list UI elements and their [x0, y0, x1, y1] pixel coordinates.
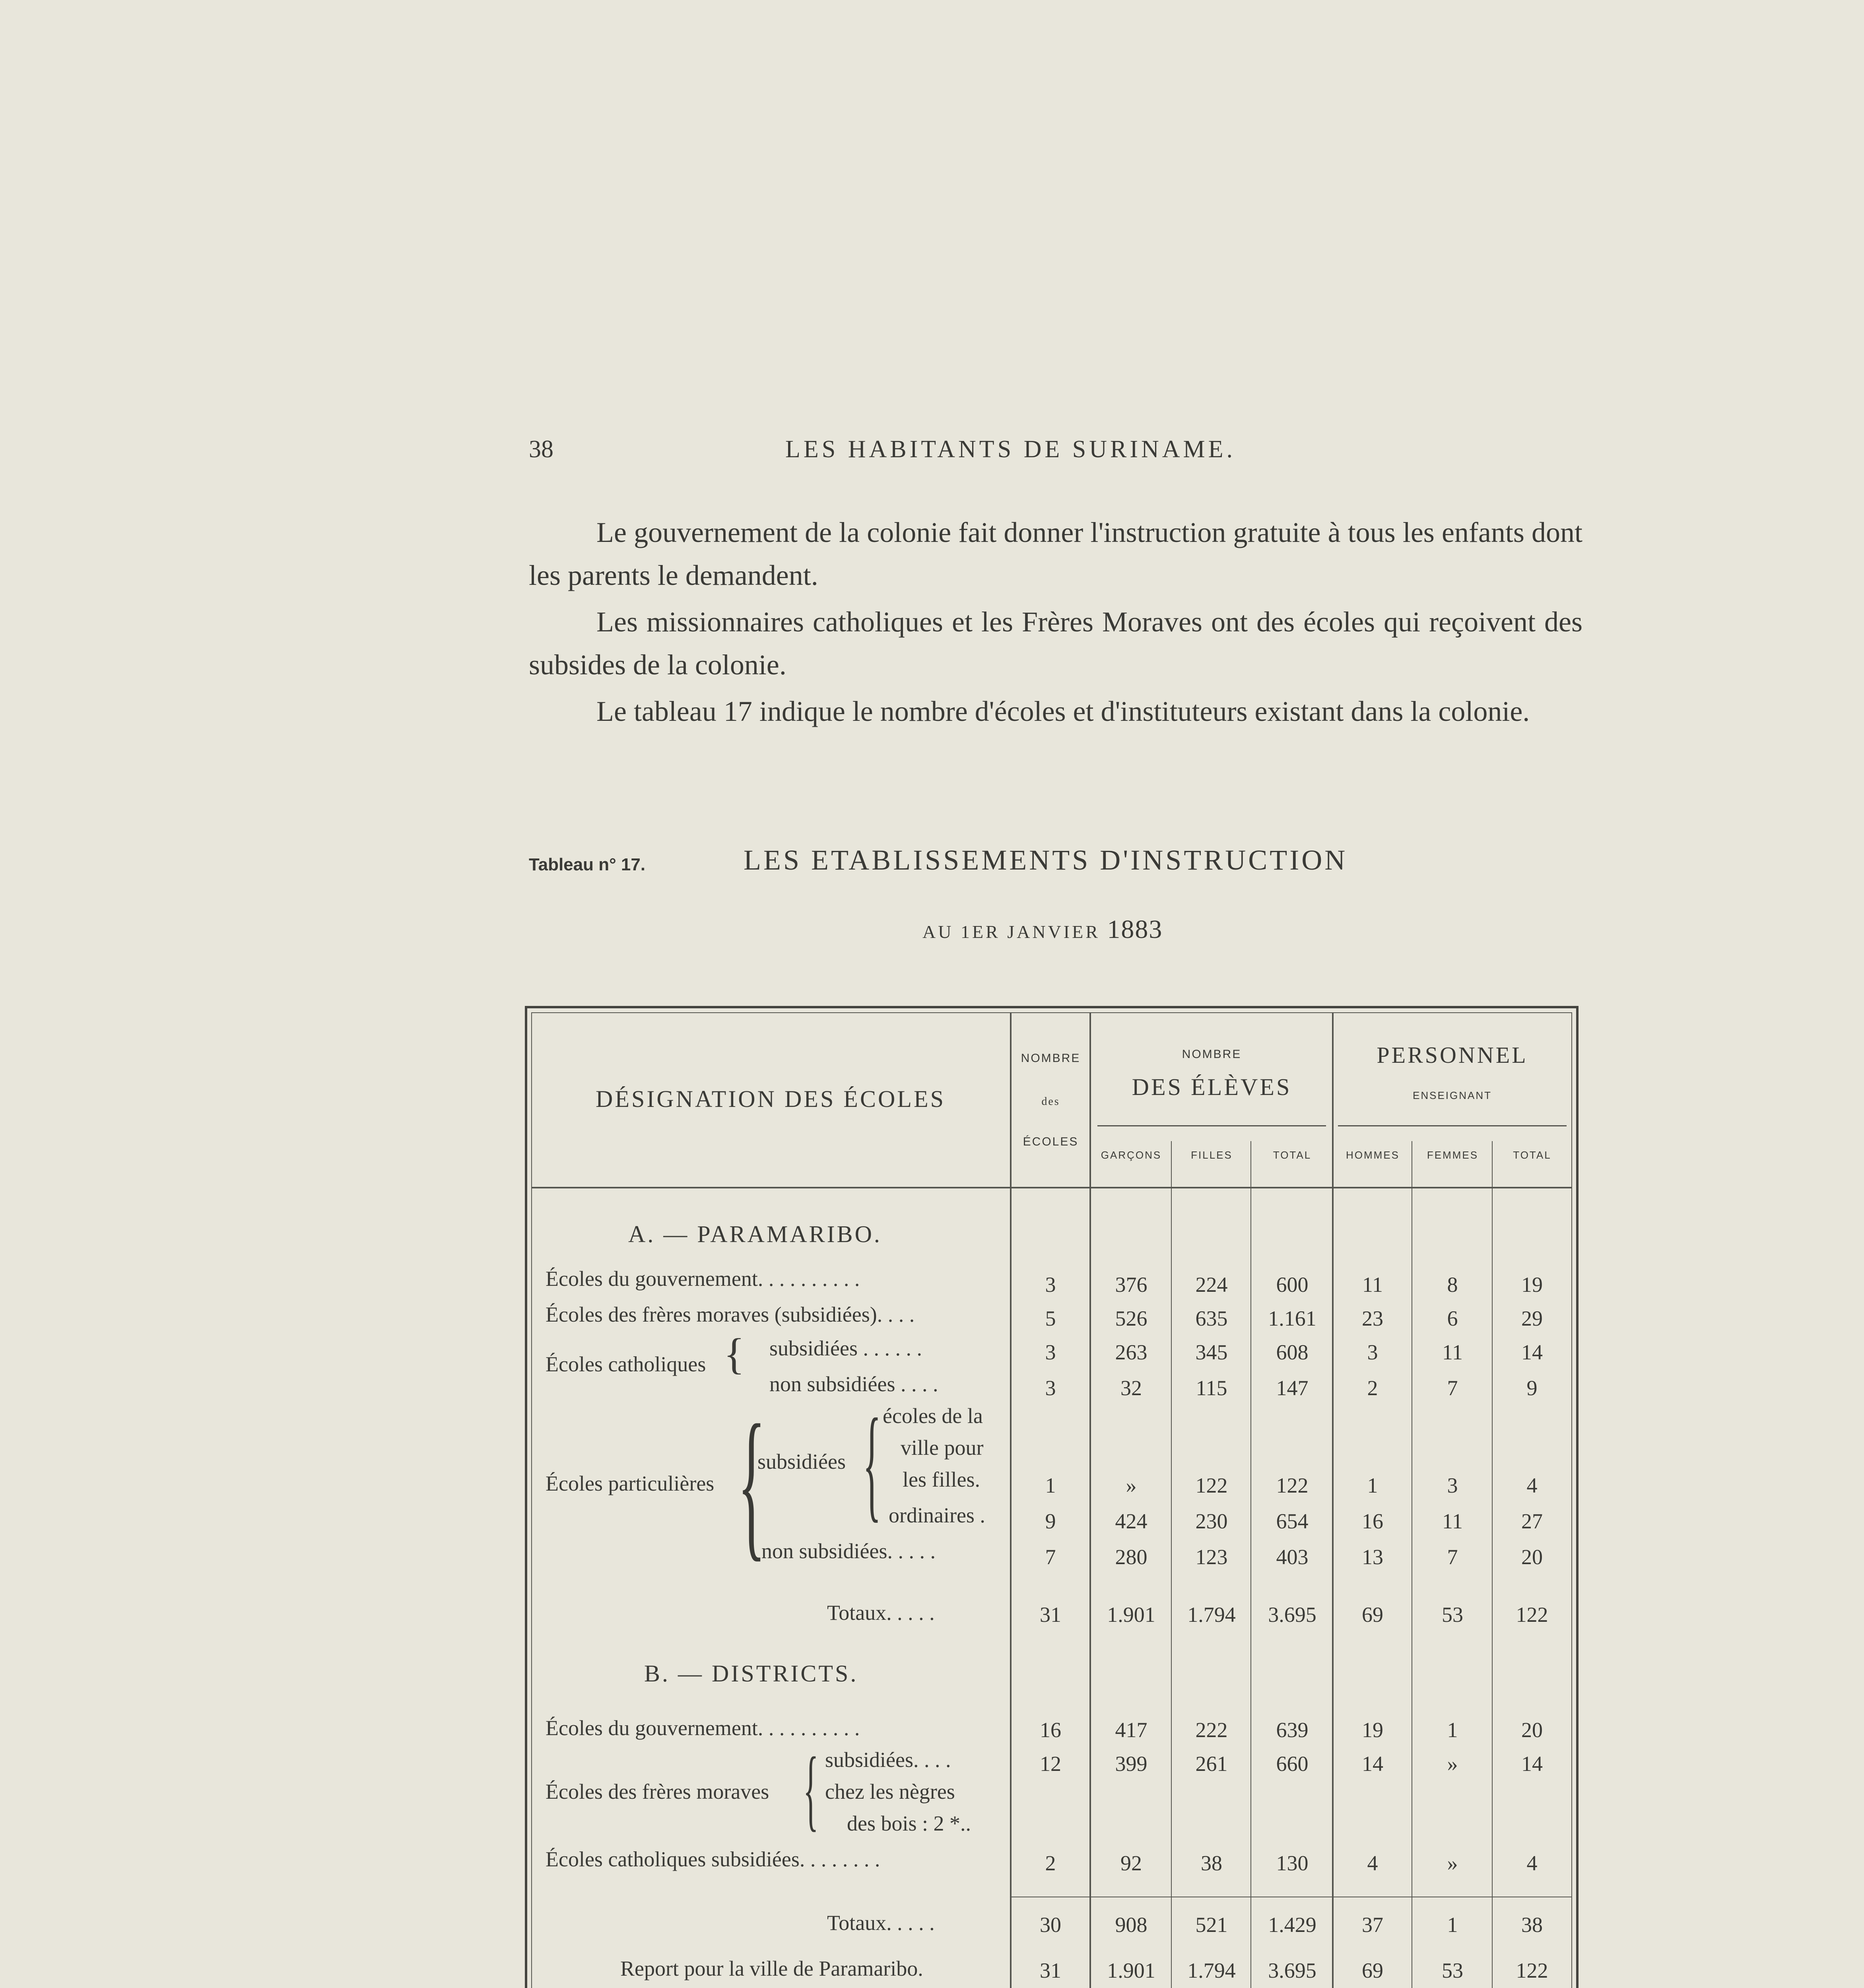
- paragraph-3: Le tableau 17 indique le nombre d'écoles et d'instituteurs existant dans la colonie.: [596, 695, 1530, 727]
- row-a-ordinaires-label: ordinaires .: [889, 1503, 985, 1527]
- table-cell: 31: [1040, 1959, 1061, 1982]
- chez-label: chez les nègres: [825, 1780, 955, 1804]
- table-cell: 1: [1447, 1913, 1458, 1937]
- table-cell: 23: [1362, 1307, 1383, 1330]
- table-cell: 122: [1516, 1959, 1548, 1982]
- table-cell: 14: [1362, 1752, 1383, 1776]
- table-cell: 4: [1526, 1474, 1538, 1497]
- des-eleves-header: DES ÉLÈVES: [1132, 1074, 1292, 1100]
- ecoles-header: ÉCOLES: [1023, 1135, 1079, 1148]
- table-cell: 19: [1521, 1273, 1543, 1297]
- table-cell: 147: [1276, 1376, 1309, 1400]
- col-rule-femmes: [1492, 1141, 1493, 1988]
- table-cell: 20: [1521, 1545, 1543, 1569]
- table-cell: 224: [1195, 1273, 1228, 1297]
- table-cell: 1.901: [1107, 1603, 1155, 1627]
- catholiques-label: Écoles catholiques: [546, 1352, 706, 1376]
- table-cell: 8: [1447, 1273, 1458, 1297]
- table-cell: 7: [1447, 1376, 1458, 1400]
- subsidiees-brace: {: [863, 1393, 882, 1534]
- nombre-eleves-header: NOMBRE: [1182, 1048, 1242, 1061]
- table-cell: 53: [1442, 1603, 1463, 1627]
- enseignant-header: ENSEIGNANT: [1412, 1089, 1492, 1101]
- table-cell: 3.695: [1268, 1959, 1316, 1982]
- table-cell: 38: [1201, 1851, 1222, 1875]
- table-cell: 53: [1442, 1959, 1463, 1982]
- running-title: LES HABITANTS DE SURINAME.: [785, 436, 1236, 463]
- ecoles-de-la-label: écoles de la: [883, 1404, 983, 1428]
- table-cell: 122: [1276, 1474, 1309, 1497]
- table-title: LES ETABLISSEMENTS D'INSTRUCTION: [744, 844, 1348, 876]
- table-cell: 1.161: [1268, 1307, 1316, 1330]
- table-cell: »: [1126, 1474, 1137, 1497]
- personnel-header: PERSONNEL: [1377, 1042, 1528, 1068]
- table-cell: 521: [1195, 1913, 1228, 1937]
- table-cell: 403: [1276, 1545, 1309, 1569]
- table-cell: 526: [1115, 1307, 1148, 1330]
- table-cell: 1.429: [1268, 1913, 1316, 1937]
- table-cell: 1.901: [1107, 1959, 1155, 1982]
- table-cell: 19: [1362, 1718, 1383, 1742]
- table-cell: 115: [1196, 1376, 1227, 1400]
- table-cell: 11: [1442, 1509, 1463, 1533]
- table-cell: 69: [1362, 1959, 1383, 1982]
- table-cell: 7: [1447, 1545, 1458, 1569]
- table-cell: 29: [1521, 1307, 1543, 1330]
- table-cell: 4: [1526, 1851, 1538, 1875]
- row-a-moraves-label: Écoles des frères moraves (subsidiées). . . .: [546, 1303, 915, 1326]
- table-cell: 14: [1521, 1340, 1543, 1364]
- table-cell: 280: [1115, 1545, 1148, 1569]
- table-cell: 417: [1115, 1718, 1148, 1742]
- table-cell: 2: [1045, 1851, 1056, 1875]
- eleves-brace-rule: [1097, 1125, 1326, 1126]
- row-a-cath-subsidiees-label: subsidiées . . . . . .: [769, 1336, 922, 1360]
- row-a-gouvernement-label: Écoles du gouvernement. . . . . . . . . .: [546, 1267, 860, 1291]
- table-cell: 660: [1276, 1752, 1309, 1776]
- totaux-a-label: Totaux. . . . .: [827, 1601, 935, 1625]
- table-cell: 16: [1362, 1509, 1383, 1533]
- table-cell: 3: [1045, 1340, 1056, 1364]
- table-cell: 20: [1521, 1718, 1543, 1742]
- des-bois-label: des bois : 2 *..: [847, 1811, 971, 1835]
- moraves-b-label: Écoles des frères moraves: [546, 1780, 769, 1804]
- report-label: Report pour la ville de Paramaribo.: [620, 1957, 923, 1980]
- row-a-part-non-label: non subsidiées. . . . .: [761, 1539, 936, 1563]
- table-cell: 263: [1115, 1340, 1148, 1364]
- col-rule-garcons: [1171, 1141, 1172, 1988]
- table-cell: 222: [1195, 1718, 1228, 1742]
- table-cell: 1: [1447, 1718, 1458, 1742]
- table-cell: 27: [1521, 1509, 1543, 1533]
- table-cell: 230: [1195, 1509, 1228, 1533]
- section-a-heading: A. — PARAMARIBO.: [628, 1221, 882, 1247]
- row-a-cath-non-label: non subsidiées . . . .: [769, 1372, 938, 1396]
- table-cell: 4: [1367, 1851, 1378, 1875]
- particulieres-brace: {: [738, 1390, 766, 1575]
- page-number: 38: [529, 436, 553, 463]
- row-b-gouvernement-label: Écoles du gouvernement. . . . . . . . . .: [546, 1716, 860, 1740]
- table-cell: 635: [1195, 1307, 1228, 1330]
- total-eleves-header: TOTAL: [1273, 1149, 1312, 1161]
- table-cell: 38: [1521, 1913, 1543, 1937]
- table-cell: 6: [1447, 1307, 1458, 1330]
- col-rule-ecoles: [1089, 1012, 1091, 1988]
- table-cell: 9: [1045, 1509, 1056, 1533]
- header-bottom-rule: [531, 1187, 1572, 1188]
- table-cell: 3: [1045, 1273, 1056, 1297]
- particulieres-label: Écoles particulières: [546, 1472, 715, 1495]
- moraves-b-brace: {: [803, 1738, 819, 1840]
- table-cell: 14: [1521, 1752, 1543, 1776]
- filles-header: FILLES: [1191, 1149, 1233, 1161]
- col-rule-eleves: [1332, 1012, 1334, 1988]
- table-cell: 37: [1362, 1913, 1383, 1937]
- table-cell: 123: [1195, 1545, 1228, 1569]
- personnel-brace-rule: [1338, 1125, 1567, 1126]
- total-personnel-header: TOTAL: [1513, 1149, 1551, 1161]
- table-cell: 3: [1447, 1474, 1458, 1497]
- ville-pour-label: ville pour: [901, 1436, 984, 1460]
- table-cell: 31: [1040, 1603, 1061, 1627]
- table-cell: 2: [1367, 1376, 1378, 1400]
- des-header: des: [1041, 1095, 1060, 1108]
- table-cell: 3.695: [1268, 1603, 1316, 1627]
- table-cell: 5: [1045, 1307, 1056, 1330]
- table-cell: 1: [1045, 1474, 1056, 1497]
- table-cell: 639: [1276, 1718, 1309, 1742]
- table-cell: 261: [1195, 1752, 1228, 1776]
- garcons-header: GARÇONS: [1101, 1149, 1162, 1161]
- table-cell: 122: [1195, 1474, 1228, 1497]
- table-cell: 600: [1276, 1273, 1309, 1297]
- table-cell: 30: [1040, 1913, 1061, 1937]
- col-rule-designation: [1010, 1012, 1012, 1988]
- table-cell: 130: [1276, 1851, 1309, 1875]
- row-b-moraves-label: subsidiées. . . .: [825, 1748, 951, 1772]
- table-cell: 1.794: [1187, 1603, 1236, 1627]
- table-cell: 9: [1526, 1376, 1538, 1400]
- table-cell: 608: [1276, 1340, 1309, 1364]
- hommes-header: HOMMES: [1346, 1149, 1400, 1161]
- table-cell: 908: [1115, 1913, 1148, 1937]
- table-cell: 16: [1040, 1718, 1061, 1742]
- table-cell: 11: [1362, 1273, 1383, 1297]
- table-cell: 69: [1362, 1603, 1383, 1627]
- table-cell: 3: [1045, 1376, 1056, 1400]
- table-cell: 424: [1115, 1509, 1148, 1533]
- table-cell: 11: [1442, 1340, 1463, 1364]
- table-cell: 12: [1040, 1752, 1061, 1776]
- table-cell: 345: [1195, 1340, 1228, 1364]
- table-cell: »: [1447, 1752, 1458, 1776]
- table-cell: 654: [1276, 1509, 1309, 1533]
- table-cell: 376: [1115, 1273, 1148, 1297]
- col-rule-filles: [1250, 1141, 1251, 1988]
- table-cell: 32: [1120, 1376, 1142, 1400]
- table-cell: 13: [1362, 1545, 1383, 1569]
- designation-header: DÉSIGNATION DES ÉCOLES: [596, 1086, 946, 1112]
- totaux-b-label: Totaux. . . . .: [827, 1911, 935, 1935]
- table-label: Tableau n° 17.: [529, 855, 646, 874]
- table-cell: 3: [1367, 1340, 1378, 1364]
- table-cell: 7: [1045, 1545, 1056, 1569]
- subsidiees-sub-label: subsidiées: [757, 1450, 846, 1474]
- table-cell: 1: [1367, 1474, 1378, 1497]
- catholiques-brace: {: [724, 1330, 745, 1378]
- femmes-header: FEMMES: [1427, 1149, 1479, 1161]
- table-cell: 399: [1115, 1752, 1148, 1776]
- section-b-heading: B. — DISTRICTS.: [644, 1660, 858, 1687]
- row-b-catholiques-label: Écoles catholiques subsidiées. . . . . . . .: [546, 1847, 880, 1871]
- paragraph-2: Les missionnaires catholiques et les Frères Moraves ont des écoles qui reçoivent des subsides de la colonie.: [529, 606, 1582, 681]
- table-subtitle: AU 1ER JANVIER 1883: [922, 915, 1163, 944]
- table-cell: 122: [1516, 1603, 1548, 1627]
- nombre-ecoles-header: NOMBRE: [1021, 1052, 1081, 1065]
- paragraph-1: Le gouvernement de la colonie fait donner l'instruction gratuite à tous les enfants dont les parents le demandent.: [529, 516, 1582, 591]
- row-a-filles-label: les filles.: [903, 1468, 980, 1491]
- table-cell: 92: [1120, 1851, 1142, 1875]
- table-cell: »: [1447, 1851, 1458, 1875]
- table-cell: 1.794: [1187, 1959, 1236, 1982]
